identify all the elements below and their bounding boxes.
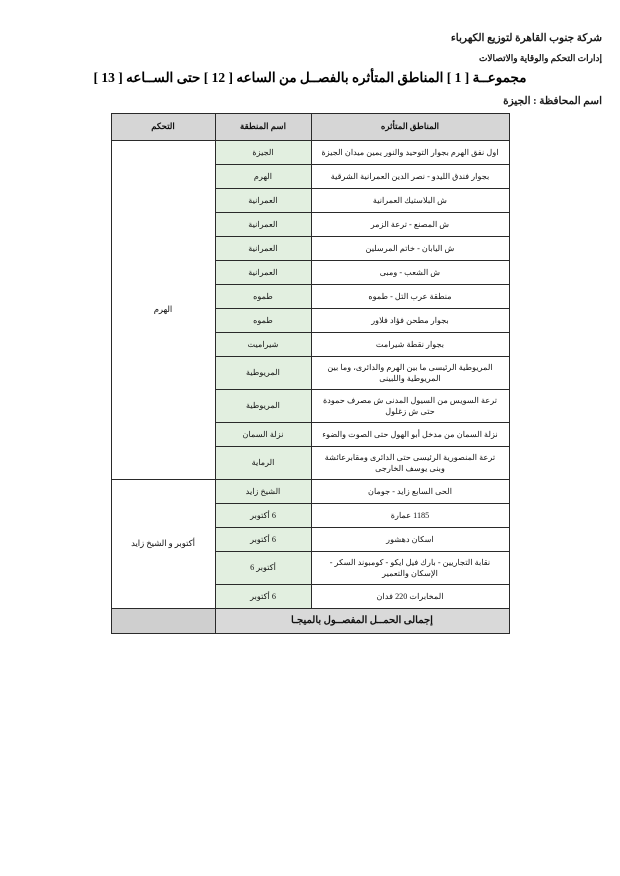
total-label: إجمالى الحمــل المفصــول بالميجـا: [215, 609, 509, 634]
cell-areas: نزلة السمان من مدخل أبو الهول حتى الصوت والضوء: [311, 423, 509, 447]
page-title: مجموعــة [ 1 ] المناطق المتأثره بالفصــل من الساعه [ 12 ] حتى الســاعه [ 13 ]: [93, 70, 527, 85]
column-header-control: التحكم: [111, 114, 215, 141]
cell-zone: العمرانية: [215, 189, 311, 213]
department-name: إدارات التحكم والوقاية والاتصالات: [478, 53, 602, 63]
total-value: [111, 609, 215, 634]
cell-areas: 1185 عمارة: [311, 504, 509, 528]
company-name: شركة جنوب القاهرة لتوزيع الكهرباء: [450, 33, 602, 44]
cell-zone: العمرانية: [215, 213, 311, 237]
table-header-row: [111, 114, 509, 141]
cell-zone: شيراميت: [215, 333, 311, 357]
cell-areas: ش اليابان - خاتم المرسلين: [311, 237, 509, 261]
cell-control-group-1: الهرم: [111, 141, 215, 480]
cell-zone: الهرم: [215, 165, 311, 189]
cell-zone: الرماية: [215, 447, 311, 480]
cell-zone: نزلة السمان: [215, 423, 311, 447]
cell-areas: اول نفق الهرم بجوار التوحيد والنور يمين ميدان الجيزة: [311, 141, 509, 165]
column-header-zone: اسم المنطقة: [215, 114, 311, 141]
cell-zone: العمرانية: [215, 237, 311, 261]
cell-areas: ش الشعب - ومبى: [311, 261, 509, 285]
cell-control-group-2: أكتوبر و الشيخ زايد: [111, 480, 215, 609]
table-row: [111, 141, 509, 165]
cell-areas: ترعة المنصورية الرئيسى حتى الدائرى ومقابرعائشة وبنى يوسف الخارجى: [311, 447, 509, 480]
governorate-label: اسم المحافظة : الجيزة: [503, 96, 602, 107]
cell-areas: ترعة السويس من السيول المدنى ش مصرف حمودة حتى ش زغلول: [311, 390, 509, 423]
cell-areas: بجوار مطحن فؤاد فلاور: [311, 309, 509, 333]
cell-zone: 6 أكتوبر: [215, 504, 311, 528]
cell-zone: طموه: [215, 309, 311, 333]
cell-zone: العمرانية: [215, 261, 311, 285]
cell-zone: المريوطية: [215, 357, 311, 390]
cell-areas: المريوطية الرئيسى ما بين الهرم والدائرى، وما بين المريوطية واللبينى: [311, 357, 509, 390]
cell-areas: بجوار فندق الليدو - نصر الدين العمرانية الشرقية: [311, 165, 509, 189]
table-row: [111, 480, 509, 504]
areas-table-container: [0, 113, 620, 634]
column-header-areas: المناطق المتأثره: [311, 114, 509, 141]
cell-zone: الجيزة: [215, 141, 311, 165]
cell-areas: نقابة التجاريين - بارك فيل ايكو - كومبوند السكر - الإسكان والتعمير: [311, 552, 509, 585]
cell-areas: ش المصنع - ترعة الزمر: [311, 213, 509, 237]
cell-zone: المريوطية: [215, 390, 311, 423]
cell-zone: 6 أكتوبر: [215, 585, 311, 609]
cell-areas: منطقة عرب التل - طموه: [311, 285, 509, 309]
cell-areas: اسكان دهشور: [311, 528, 509, 552]
cell-zone: الشيخ زايد: [215, 480, 311, 504]
cell-areas: بجوار نقطة شيرامت: [311, 333, 509, 357]
cell-areas: ش البلاستيك العمرانية: [311, 189, 509, 213]
areas-table: [111, 113, 510, 634]
cell-areas: الحى السابع زايد - جومان: [311, 480, 509, 504]
cell-zone: طموه: [215, 285, 311, 309]
cell-zone: أكتوبر 6: [215, 552, 311, 585]
cell-zone: 6 أكتوبر: [215, 528, 311, 552]
total-row: [111, 609, 509, 634]
cell-areas: المخابرات 220 فدان: [311, 585, 509, 609]
